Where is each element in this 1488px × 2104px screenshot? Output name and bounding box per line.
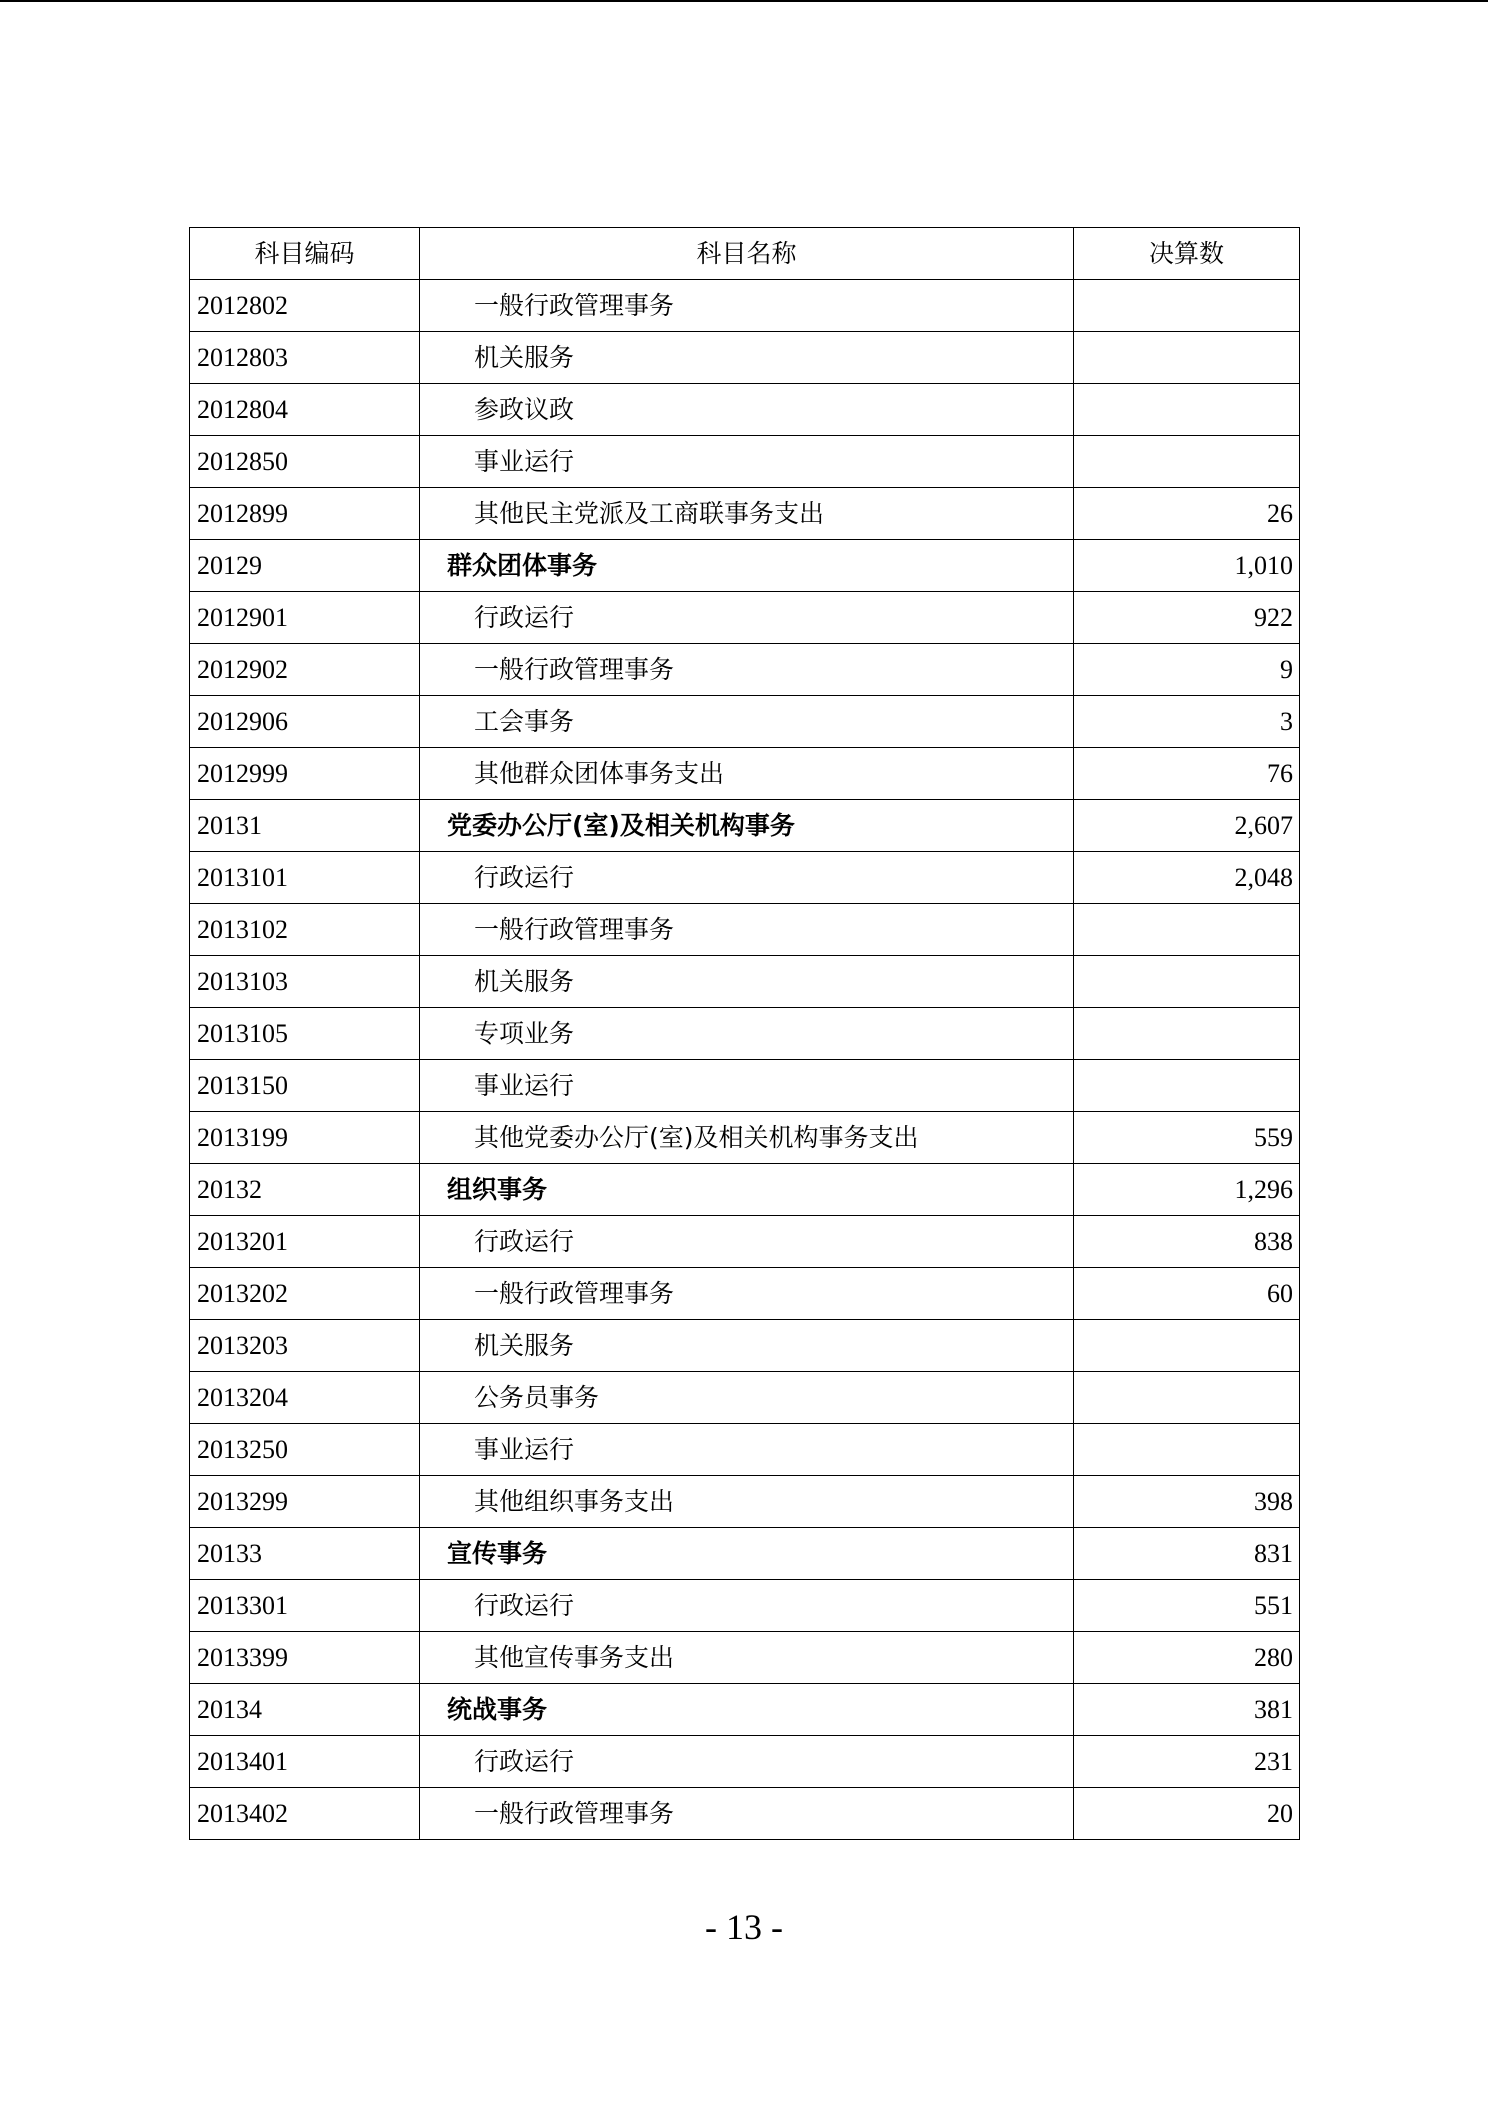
row-amount: 76 bbox=[1074, 748, 1300, 800]
budget-table bbox=[189, 227, 1300, 1840]
row-name: 事业运行 bbox=[420, 436, 1074, 488]
row-code: 2013399 bbox=[190, 1632, 420, 1684]
table-body bbox=[190, 280, 1300, 1840]
table-row bbox=[190, 1060, 1300, 1112]
row-name: 工会事务 bbox=[420, 696, 1074, 748]
header-amount: 决算数 bbox=[1074, 228, 1300, 280]
row-amount: 922 bbox=[1074, 592, 1300, 644]
row-name: 事业运行 bbox=[420, 1060, 1074, 1112]
category-row bbox=[190, 1528, 1300, 1580]
row-name: 行政运行 bbox=[420, 1580, 1074, 1632]
row-name: 行政运行 bbox=[420, 1216, 1074, 1268]
category-row bbox=[190, 800, 1300, 852]
table-row bbox=[190, 852, 1300, 904]
row-amount bbox=[1074, 384, 1300, 436]
row-amount: 9 bbox=[1074, 644, 1300, 696]
row-name: 群众团体事务 bbox=[420, 540, 1074, 592]
row-code: 2012802 bbox=[190, 280, 420, 332]
table-row bbox=[190, 436, 1300, 488]
row-code: 20131 bbox=[190, 800, 420, 852]
row-name: 一般行政管理事务 bbox=[420, 644, 1074, 696]
row-amount: 2,048 bbox=[1074, 852, 1300, 904]
table-row bbox=[190, 1268, 1300, 1320]
row-name: 行政运行 bbox=[420, 1736, 1074, 1788]
row-name: 机关服务 bbox=[420, 1320, 1074, 1372]
row-name: 行政运行 bbox=[420, 852, 1074, 904]
table-row bbox=[190, 1112, 1300, 1164]
page-number: - 13 - bbox=[705, 1907, 783, 1947]
row-amount: 398 bbox=[1074, 1476, 1300, 1528]
row-amount bbox=[1074, 904, 1300, 956]
row-amount: 381 bbox=[1074, 1684, 1300, 1736]
table-row bbox=[190, 332, 1300, 384]
row-amount: 3 bbox=[1074, 696, 1300, 748]
row-code: 2012906 bbox=[190, 696, 420, 748]
row-amount: 559 bbox=[1074, 1112, 1300, 1164]
table-row bbox=[190, 1216, 1300, 1268]
row-amount: 231 bbox=[1074, 1736, 1300, 1788]
table-row bbox=[190, 384, 1300, 436]
row-name: 参政议政 bbox=[420, 384, 1074, 436]
row-code: 2013102 bbox=[190, 904, 420, 956]
row-amount: 838 bbox=[1074, 1216, 1300, 1268]
table-row bbox=[190, 1424, 1300, 1476]
row-amount: 280 bbox=[1074, 1632, 1300, 1684]
row-amount bbox=[1074, 1008, 1300, 1060]
row-amount: 20 bbox=[1074, 1788, 1300, 1840]
row-amount: 2,607 bbox=[1074, 800, 1300, 852]
row-code: 2012999 bbox=[190, 748, 420, 800]
category-row bbox=[190, 1684, 1300, 1736]
category-row bbox=[190, 540, 1300, 592]
table-row bbox=[190, 1788, 1300, 1840]
row-name: 其他群众团体事务支出 bbox=[420, 748, 1074, 800]
row-code: 2013299 bbox=[190, 1476, 420, 1528]
header-name: 科目名称 bbox=[420, 228, 1074, 280]
row-name: 公务员事务 bbox=[420, 1372, 1074, 1424]
table-row bbox=[190, 644, 1300, 696]
row-amount: 1,296 bbox=[1074, 1164, 1300, 1216]
row-code: 2013204 bbox=[190, 1372, 420, 1424]
row-code: 20134 bbox=[190, 1684, 420, 1736]
row-amount bbox=[1074, 332, 1300, 384]
table-row bbox=[190, 280, 1300, 332]
header-row bbox=[190, 228, 1300, 280]
row-name: 一般行政管理事务 bbox=[420, 1788, 1074, 1840]
row-code: 2012901 bbox=[190, 592, 420, 644]
row-code: 2013101 bbox=[190, 852, 420, 904]
row-amount: 831 bbox=[1074, 1528, 1300, 1580]
row-name: 宣传事务 bbox=[420, 1528, 1074, 1580]
row-code: 2013103 bbox=[190, 956, 420, 1008]
row-code: 2012850 bbox=[190, 436, 420, 488]
table-row bbox=[190, 1476, 1300, 1528]
table-row bbox=[190, 1632, 1300, 1684]
row-code: 2013301 bbox=[190, 1580, 420, 1632]
row-amount bbox=[1074, 1060, 1300, 1112]
row-code: 2012902 bbox=[190, 644, 420, 696]
row-name: 行政运行 bbox=[420, 592, 1074, 644]
table-row bbox=[190, 592, 1300, 644]
table-row bbox=[190, 748, 1300, 800]
table-row bbox=[190, 1580, 1300, 1632]
table-row bbox=[190, 1320, 1300, 1372]
row-code: 2013150 bbox=[190, 1060, 420, 1112]
table-row bbox=[190, 1736, 1300, 1788]
row-amount: 26 bbox=[1074, 488, 1300, 540]
row-code: 2013199 bbox=[190, 1112, 420, 1164]
row-name: 统战事务 bbox=[420, 1684, 1074, 1736]
row-name: 党委办公厅(室)及相关机构事务 bbox=[420, 800, 1074, 852]
row-name: 一般行政管理事务 bbox=[420, 1268, 1074, 1320]
row-amount bbox=[1074, 956, 1300, 1008]
row-name: 组织事务 bbox=[420, 1164, 1074, 1216]
row-code: 20133 bbox=[190, 1528, 420, 1580]
row-amount bbox=[1074, 1424, 1300, 1476]
row-amount: 60 bbox=[1074, 1268, 1300, 1320]
row-code: 2013402 bbox=[190, 1788, 420, 1840]
category-row bbox=[190, 1164, 1300, 1216]
row-code: 20129 bbox=[190, 540, 420, 592]
row-name: 一般行政管理事务 bbox=[420, 280, 1074, 332]
table-row bbox=[190, 1372, 1300, 1424]
row-amount bbox=[1074, 436, 1300, 488]
row-name: 一般行政管理事务 bbox=[420, 904, 1074, 956]
row-name: 专项业务 bbox=[420, 1008, 1074, 1060]
table-row bbox=[190, 1008, 1300, 1060]
row-code: 2012804 bbox=[190, 384, 420, 436]
table-row bbox=[190, 956, 1300, 1008]
row-amount bbox=[1074, 1372, 1300, 1424]
row-amount bbox=[1074, 1320, 1300, 1372]
table-row bbox=[190, 904, 1300, 956]
row-code: 2012899 bbox=[190, 488, 420, 540]
row-code: 2012803 bbox=[190, 332, 420, 384]
row-code: 2013202 bbox=[190, 1268, 420, 1320]
top-border-line bbox=[0, 0, 1488, 2]
row-code: 2013203 bbox=[190, 1320, 420, 1372]
row-name: 其他民主党派及工商联事务支出 bbox=[420, 488, 1074, 540]
row-amount bbox=[1074, 280, 1300, 332]
row-name: 其他党委办公厅(室)及相关机构事务支出 bbox=[420, 1112, 1074, 1164]
row-code: 2013105 bbox=[190, 1008, 420, 1060]
row-code: 20132 bbox=[190, 1164, 420, 1216]
table-header bbox=[190, 228, 1300, 280]
row-code: 2013401 bbox=[190, 1736, 420, 1788]
row-name: 机关服务 bbox=[420, 332, 1074, 384]
row-name: 事业运行 bbox=[420, 1424, 1074, 1476]
row-name: 其他组织事务支出 bbox=[420, 1476, 1074, 1528]
row-code: 2013250 bbox=[190, 1424, 420, 1476]
row-amount: 1,010 bbox=[1074, 540, 1300, 592]
row-code: 2013201 bbox=[190, 1216, 420, 1268]
header-code: 科目编码 bbox=[190, 228, 420, 280]
row-amount: 551 bbox=[1074, 1580, 1300, 1632]
row-name: 机关服务 bbox=[420, 956, 1074, 1008]
row-name: 其他宣传事务支出 bbox=[420, 1632, 1074, 1684]
table-row bbox=[190, 488, 1300, 540]
table-row bbox=[190, 696, 1300, 748]
